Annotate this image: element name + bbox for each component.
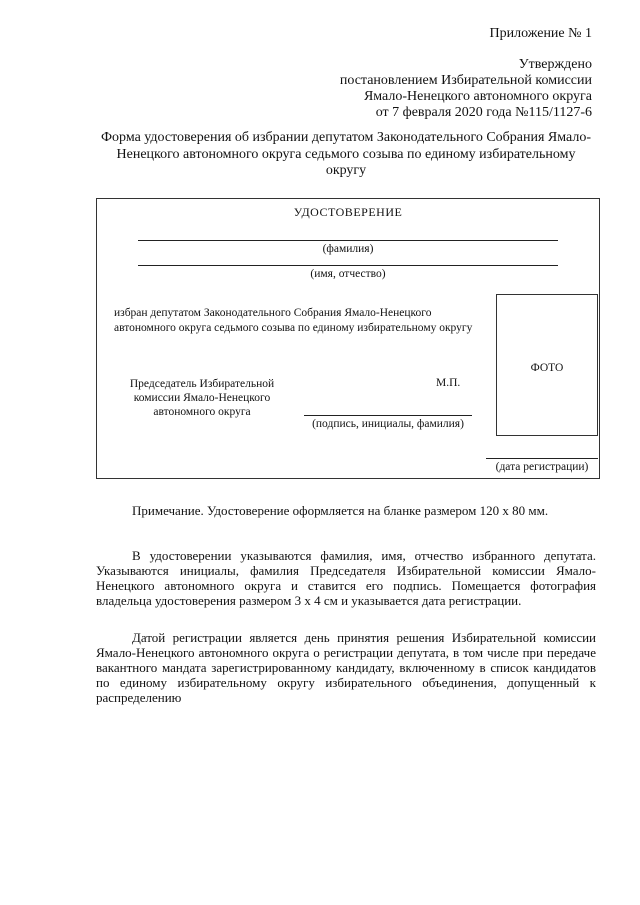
note-paragraph: Примечание. Удостоверение оформляется на бланке размером 120 х 80 мм. [132,503,549,518]
approval-line: Утверждено [518,57,592,72]
note-paragraph: Датой регистрации является день принятия решения Избирательной комиссии Ямало-Ненецкого автономного округа о регистрации депутата, в том числе при передаче вакантного мандата зарегистрированному кандидату, включенному в список кандидатов по единому избирательному округу избирательного объединения, допущенный к распределению [96,630,596,705]
signature-line [304,415,472,416]
approval-line: Ямало-Ненецкого автономного округа [363,89,592,104]
surname-line [138,240,558,241]
surname-caption: (фамилия) [322,243,374,255]
approval-line: от 7 февраля 2020 года №115/1127-6 [375,105,592,120]
name-caption: (имя, отчество) [310,268,386,280]
signature-caption: (подпись, инициалы, фамилия) [312,418,464,430]
stamp-label: М.П. [436,377,461,389]
form-title: Форма удостоверения об избрании депутатом Законодательного Собрания Ямало-Ненецкого автономного округа седьмого созыва по единому избирательному округу [100,130,592,178]
name-line [138,265,558,266]
date-line [486,458,598,459]
note-paragraph: В удостоверении указываются фамилия, имя, отчество избранного депутата. Указываются инициалы, фамилия Председателя Избирательной комиссии Ямало-Ненецкого автономного округа и ставится его подпись. Помещается фотография владельца удостоверения размером 3 х 4 см и указывается дата регистрации. [96,548,596,608]
chair-label: Председатель Избирательной комиссии Ямало-Ненецкого автономного округа [129,378,275,418]
annex-number: Приложение № 1 [489,26,592,41]
approval-block [340,57,592,121]
photo-label: ФОТО [530,362,564,374]
approval-line: постановлением Избирательной комиссии [339,73,592,88]
date-caption: (дата регистрации) [495,461,589,473]
elected-text: избран депутатом Законодательного Собрания Ямало-Ненецкого автономного округа седьмого созыва по единому избирательному округу [114,307,473,334]
certificate-heading: УДОСТОВЕРЕНИЕ [293,205,403,219]
